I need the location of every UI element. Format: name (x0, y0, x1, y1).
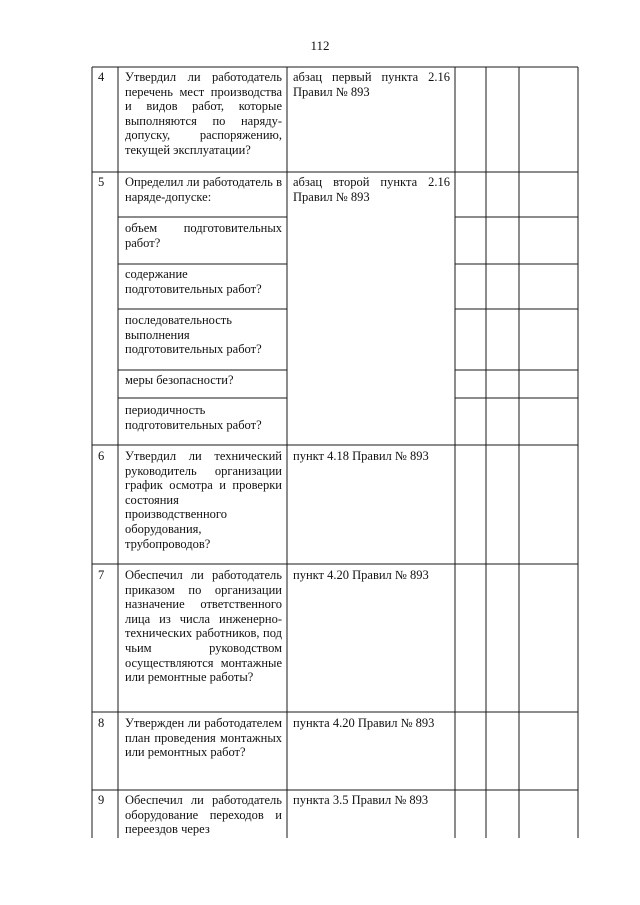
row-5-subitem: периодичность подготовительных работ? (125, 403, 262, 432)
row-4-reference: абзац первый пункта 2.16 Правил № 893 (293, 70, 450, 99)
page-number: 112 (310, 38, 330, 53)
row-7-question: Обеспечил ли работодатель приказом по организации назначение ответственного лица из числа инженерно-технических работников, под чьим руководством осуществляются монтажные или ремонтные работы? (125, 568, 282, 685)
row-6-number: 6 (98, 449, 105, 463)
row-5-question: Определил ли работодатель в наряде-допуске: (125, 175, 282, 204)
row-7-reference: пункт 4.20 Правил № 893 (293, 568, 429, 582)
row-6-reference: пункт 4.18 Правил № 893 (293, 449, 429, 463)
row-6-question: Утвердил ли технический руководитель организации график осмотра и проверки состояния производственного оборудования, трубопроводов? (125, 449, 282, 551)
row-5-subitem: меры безопасности? (125, 373, 234, 387)
row-5-number: 5 (98, 175, 105, 189)
row-9-number: 9 (98, 793, 105, 807)
row-4-question: Утвердил ли работодатель перечень мест производства и видов работ, которые выполняются по наряду-допуску, распоряжению, текущей эксплуатации? (125, 70, 282, 157)
row-5-subitem: последовательность выполнения подготовительных работ? (125, 313, 262, 357)
row-5-subitem: содержание подготовительных работ? (125, 267, 262, 296)
row-8-question: Утвержден ли работодателем план проведения монтажных или ремонтных работ? (125, 716, 282, 760)
row-8-number: 8 (98, 716, 105, 730)
row-9-question: Обеспечил ли работодатель оборудование переходов и переездов через (125, 793, 282, 837)
row-8-reference: пункта 4.20 Правил № 893 (293, 716, 435, 730)
row-5-subitem: объем подготовительных работ? (125, 221, 282, 250)
row-9-reference: пункта 3.5 Правил № 893 (293, 793, 429, 807)
row-7-number: 7 (98, 568, 105, 582)
row-4-number: 4 (98, 70, 105, 84)
row-5-reference: абзац второй пункта 2.16 Правил № 893 (293, 175, 450, 204)
